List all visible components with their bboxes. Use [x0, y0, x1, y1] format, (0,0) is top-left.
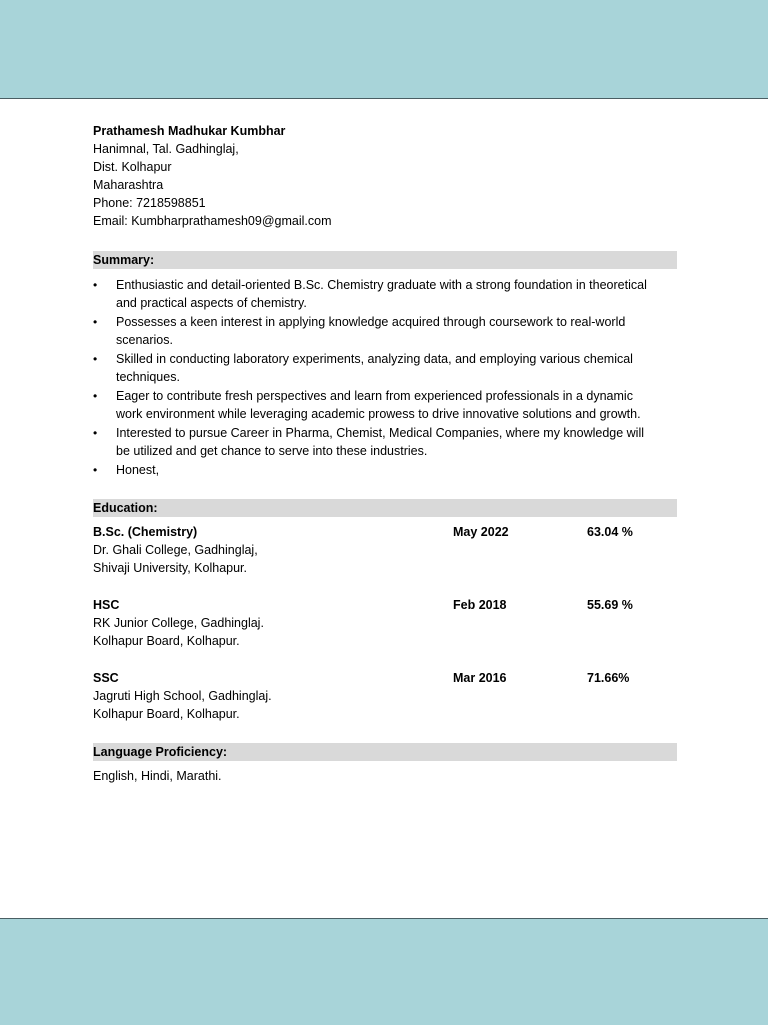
- email-text: Email: Kumbharprathamesh09@gmail.com: [93, 214, 332, 228]
- summary-list: [93, 276, 677, 479]
- education-entry-hsc: [93, 596, 677, 650]
- summary-item: • Skilled in conducting laboratory experiments, analyzing data, and employing various chemical techniques.: [93, 352, 633, 384]
- summary-item: • Possesses a keen interest in applying knowledge acquired through coursework to real-world scenarios.: [93, 315, 626, 347]
- contact-block: [93, 122, 677, 230]
- degree-name: HSC: [93, 598, 120, 612]
- language-list: English, Hindi, Marathi.: [93, 769, 222, 783]
- summary-item: • Eager to contribute fresh perspectives and learn from experienced professionals in a dynamic work environment while leveraging academic prowess to drive innovative solutions and growth.: [93, 389, 641, 421]
- address-line-1: Hanimnal, Tal. Gadhinglaj,: [93, 142, 239, 156]
- education-entry-ssc: [93, 669, 677, 723]
- address-line-2: Dist. Kolhapur: [93, 160, 172, 174]
- summary-item: • Interested to pursue Career in Pharma, Chemist, Medical Companies, where my knowledge will be utilized and get chance to serve into these industries.: [93, 426, 645, 458]
- board-name: Shivaji University, Kolhapur.: [93, 561, 248, 575]
- score: 55.69 %: [587, 598, 633, 612]
- header-band: [0, 0, 768, 99]
- institution-name: Jagruti High School, Gadhinglaj.: [93, 689, 272, 703]
- bullet-icon: •: [93, 278, 98, 292]
- phone-text: Phone: 7218598851: [93, 196, 206, 210]
- address-line-3: Maharashtra: [93, 178, 164, 192]
- summary-heading: Summary:: [93, 251, 677, 269]
- bullet-icon: •: [93, 426, 98, 440]
- board-name: Kolhapur Board, Kolhapur.: [93, 634, 240, 648]
- board-name: Kolhapur Board, Kolhapur.: [93, 707, 240, 721]
- resume-page: [93, 122, 677, 785]
- bullet-icon: •: [93, 352, 98, 366]
- score: 63.04 %: [587, 525, 633, 539]
- summary-item: • Honest,: [93, 463, 160, 477]
- bullet-icon: •: [93, 463, 98, 477]
- language-heading: Language Proficiency:: [93, 743, 677, 761]
- degree-name: B.Sc. (Chemistry): [93, 525, 198, 539]
- education-entry-bsc: [93, 523, 677, 577]
- education-heading: Education:: [93, 499, 677, 517]
- institution-name: Dr. Ghali College, Gadhinglaj,: [93, 543, 258, 557]
- footer-band: [0, 918, 768, 1025]
- completion-date: Feb 2018: [453, 598, 507, 612]
- degree-name: SSC: [93, 671, 119, 685]
- bullet-icon: •: [93, 315, 98, 329]
- bullet-icon: •: [93, 389, 98, 403]
- completion-date: Mar 2016: [453, 671, 507, 685]
- summary-item: • Enthusiastic and detail-oriented B.Sc. Chemistry graduate with a strong foundation in theoretical and practical aspects of chemistry.: [93, 278, 647, 310]
- institution-name: RK Junior College, Gadhinglaj.: [93, 616, 264, 630]
- score: 71.66%: [587, 671, 630, 685]
- completion-date: May 2022: [453, 525, 509, 539]
- candidate-name: Prathamesh Madhukar Kumbhar: [93, 124, 286, 138]
